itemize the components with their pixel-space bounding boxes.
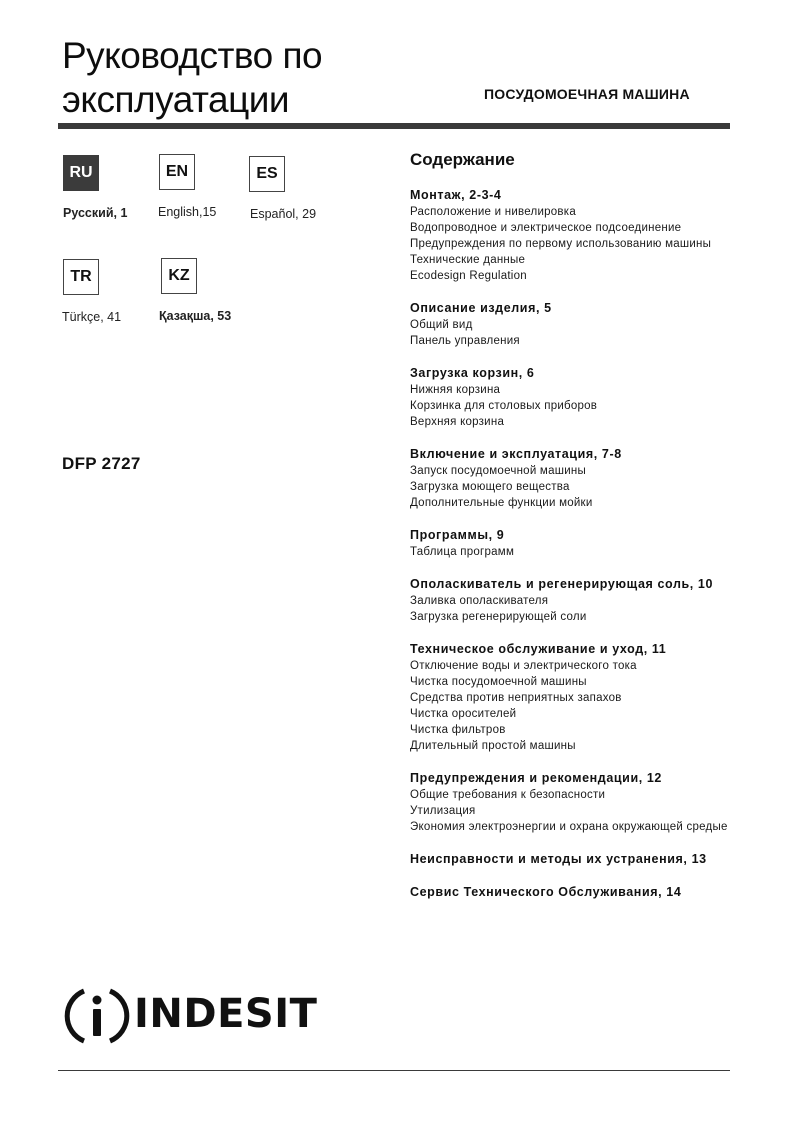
toc-section (410, 770, 755, 835)
toc-item[interactable]: Утилизация (410, 805, 476, 817)
toc-section-title[interactable]: Ополаскиватель и регенерирующая соль, 10 (410, 577, 714, 591)
toc-item[interactable]: Общие требования к безопасности (410, 789, 606, 801)
toc-section-title[interactable]: Загрузка корзин, 6 (410, 366, 535, 380)
toc-item[interactable]: Длительный простой машины (410, 740, 576, 752)
product-type: ПОСУДОМОЕЧНАЯ МАШИНА (484, 86, 690, 102)
toc-section-title[interactable]: Предупреждения и рекомендации, 12 (410, 771, 662, 785)
model-number: DFP 2727 (62, 454, 141, 473)
toc-section (410, 884, 755, 901)
toc-item[interactable]: Загрузка моющего вещества (410, 481, 570, 493)
lang-box-kz[interactable]: KZ (161, 258, 197, 294)
lang-box-en[interactable]: EN (159, 154, 195, 190)
lang-label-tr[interactable]: Türkçe, 41 (62, 310, 122, 324)
toc-section (410, 851, 755, 868)
toc-section (410, 446, 755, 511)
lang-box-tr[interactable]: TR (63, 259, 99, 295)
toc-section-title[interactable]: Программы, 9 (410, 528, 505, 542)
lang-label-es[interactable]: Español, 29 (250, 207, 317, 221)
bottom-divider (58, 1070, 730, 1071)
toc-section (410, 527, 755, 560)
toc-item[interactable]: Чистка фильтров (410, 724, 506, 736)
toc-item[interactable]: Дополнительные функции мойки (410, 497, 593, 509)
title-line-1: Руководство по (62, 35, 323, 76)
toc-item[interactable]: Панель управления (410, 335, 520, 347)
lang-box-ru[interactable]: RU (63, 155, 99, 191)
toc-section (410, 365, 755, 430)
toc-item[interactable]: Расположение и нивелировка (410, 206, 576, 218)
toc-item[interactable]: Ecodesign Regulation (410, 270, 527, 282)
lang-label-en[interactable]: English,15 (158, 205, 217, 219)
lang-box-es[interactable]: ES (249, 156, 285, 192)
toc-item[interactable]: Общий вид (410, 319, 473, 331)
toc-section (410, 300, 755, 349)
toc-section-title[interactable]: Описание изделия, 5 (410, 301, 552, 315)
toc-section (410, 187, 755, 284)
toc-section-title[interactable]: Монтаж, 2-3-4 (410, 188, 502, 202)
table-of-contents (410, 150, 755, 917)
toc-item[interactable]: Таблица программ (410, 546, 515, 558)
title-line-2: эксплуатации (62, 79, 290, 120)
toc-item[interactable]: Средства против неприятных запахов (410, 692, 622, 704)
toc-section-title[interactable]: Сервис Технического Обслуживания, 14 (410, 885, 682, 899)
toc-item[interactable]: Технические данные (410, 254, 526, 266)
lang-label-kz[interactable]: Қазақша, 53 (159, 309, 232, 323)
toc-heading: Содержание (410, 150, 515, 169)
brand-logo (64, 983, 318, 1049)
toc-item[interactable]: Отключение воды и электрического тока (410, 660, 637, 672)
toc-item[interactable]: Водопроводное и электрическое подсоединение (410, 222, 682, 234)
toc-section-title[interactable]: Техническое обслуживание и уход, 11 (410, 642, 667, 656)
brand-name: INDESIT (134, 991, 318, 1037)
toc-item[interactable]: Заливка ополаскивателя (410, 595, 549, 607)
toc-item[interactable]: Корзинка для столовых приборов (410, 400, 598, 412)
toc-section (410, 641, 755, 754)
toc-section (410, 576, 755, 625)
toc-item[interactable]: Загрузка регенерирующей соли (410, 611, 587, 623)
toc-item[interactable]: Запуск посудомоечной машины (410, 465, 587, 477)
lang-label-ru[interactable]: Русский, 1 (63, 206, 128, 220)
top-divider (58, 123, 730, 129)
toc-item[interactable]: Чистка посудомоечной машины (410, 676, 587, 688)
toc-item[interactable]: Верхняя корзина (410, 416, 505, 428)
toc-sections (410, 187, 755, 901)
toc-item[interactable]: Чистка оросителей (410, 708, 517, 720)
toc-item[interactable]: Предупреждения по первому использованию машины (410, 238, 712, 250)
toc-item[interactable]: Нижняя корзина (410, 384, 501, 396)
toc-section-title[interactable]: Неисправности и методы их устранения, 13 (410, 852, 707, 866)
document-title (62, 34, 322, 122)
toc-section-title[interactable]: Включение и эксплуатация, 7-8 (410, 447, 622, 461)
toc-item[interactable]: Экономия электроэнергии и охрана окружающей средые (410, 821, 728, 833)
indesit-i-logo-icon (64, 983, 130, 1049)
